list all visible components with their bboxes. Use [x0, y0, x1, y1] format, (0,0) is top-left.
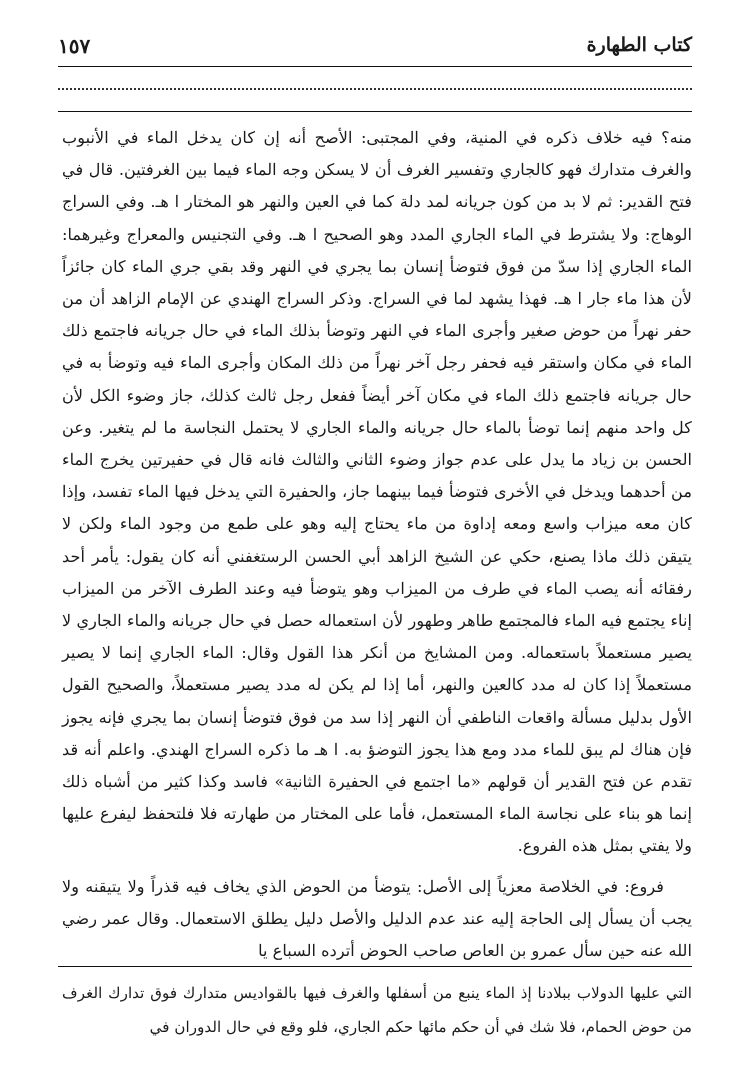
- footnote-text: التي عليها الدولاب ببلادنا إذ الماء ينبع من أسفلها والغرف فيها بالقواديس متدارك فوق تدارك الغرف من حوض الحمام، فلا شك في أن حكم مائها حكم الجاري، فلو وقع في حال الدوران في: [62, 984, 692, 1036]
- main-text: [62, 122, 692, 967]
- page-header: [58, 34, 692, 64]
- book-title: كتاب الطهارة: [586, 34, 692, 56]
- text-top-rule: [58, 111, 692, 112]
- footnote: [62, 976, 692, 1044]
- header-rule: [58, 66, 692, 67]
- footnote-rule: [58, 966, 692, 967]
- page-number: ١٥٧: [58, 34, 91, 58]
- dotted-separator: [58, 88, 692, 90]
- paragraph-1: منه؟ فيه خلاف ذكره في المنية، وفي المجتبى: الأصح أنه إن كان يدخل الماء في الأنبوب والغرف متدارك فهو كالجاري وتفسير الغرف أن لا يسكن وجه الماء فيما بين الغرفتين. قال في فتح القدير: ثم لا بد من كون جريانه لمد دلة كما في العين والنهر هو المختار ا هـ. وفي السراج الوهاج: ولا يشترط في الماء الجاري المدد وهو الصحيح ا هـ. وفي التجنيس والمعراج وغيرهما: الماء الجاري إذا سدّ من فوق فتوضأ إنسان بما يجري في النهر وقد بقي جري الماء كان جائزاً لأن هذا ماء جار ا هـ. فهذا يشهد لما في السراج. وذكر السراج الهندي عن الإمام الزاهد أن من حفر نهراً من حوض صغير وأجرى الماء في النهر وتوضأ بذلك الماء في حال جريانه فاجتمع ذلك الماء في مكان واستقر فيه فحفر رجل آخر نهراً من ذلك المكان وأجرى الماء فيه وتوضأ به في حال جريانه فاجتمع ذلك الماء في مكان آخر أيضاً ففعل رجل ثالث كذلك، جاز وضوء الكل لأن كل واحد منهم إنما توضأ بالماء حال جريانه والماء الجاري لا يحتمل النجاسة ما لم يتغير. وعن الحسن بن زياد ما يدل على عدم جواز وضوء الثاني والثالث فانه قال في حفيرتين يخرج الماء من أحدهما ويدخل في الأخرى فتوضأ فيما بينهما جاز، والحفيرة التي يدخل فيها الماء تفسد، وإذا كان معه ميزاب واسع ومعه إداوة من ماء يحتاج إليه وهو على طمع من وجود الماء ولكن لا يتيقن ذلك ماذا يصنع، حكي عن الشيخ الزاهد أبي الحسن الرستغفني أنه كان يقول: يأمر أحد رفقائه أنه يصب الماء في طرف من الميزاب وهو يتوضأ فيه وعند الطرف الآخر من الميزاب إناء يجتمع فيه الماء فالمجتمع طاهر وطهور لأن استعماله حصل في حال جريانه والماء الجاري لا يصير مستعملاً باستعماله. ومن المشايخ من أنكر هذا القول وقال: الماء الجاري إنما لا يصير مستعملاً إذا كان له مدد كالعين والنهر، أما إذا لم يكن له مدد يصير مستعملاً، والصحيح القول الأول بدليل مسألة واقعات الناطفي أن النهر إذا سد من فوق فتوضأ إنسان بما يجري فإنه يجوز فإن هناك لم يبق للماء مدد ومع هذا يجوز التوضؤ به. ا هـ ما ذكره السراج الهندي. واعلم أنه قد تقدم عن فتح القدير أن قولهم «ما اجتمع في الحفيرة الثانية» فاسد وكذا كثير من أشباه ذلك إنما هو بناء على نجاسة الماء المستعمل، فأما على المختار من طهارته فلا فلتحفظ ليفرع عليها ولا يفتي بمثل هذه الفروع.: [62, 128, 692, 856]
- paragraph-2: فروع: في الخلاصة معزياً إلى الأصل: يتوضأ من الحوض الذي يخاف فيه قذراً ولا يتيقنه ولا يجب أن يسأل إلى الحاجة إليه عند عدم الدليل والأصل دليل يطلق الاستعمال. وقال عمر رضي الله عنه حين سأل عمرو بن العاص صاحب الحوض أترده السباع يا: [62, 876, 692, 961]
